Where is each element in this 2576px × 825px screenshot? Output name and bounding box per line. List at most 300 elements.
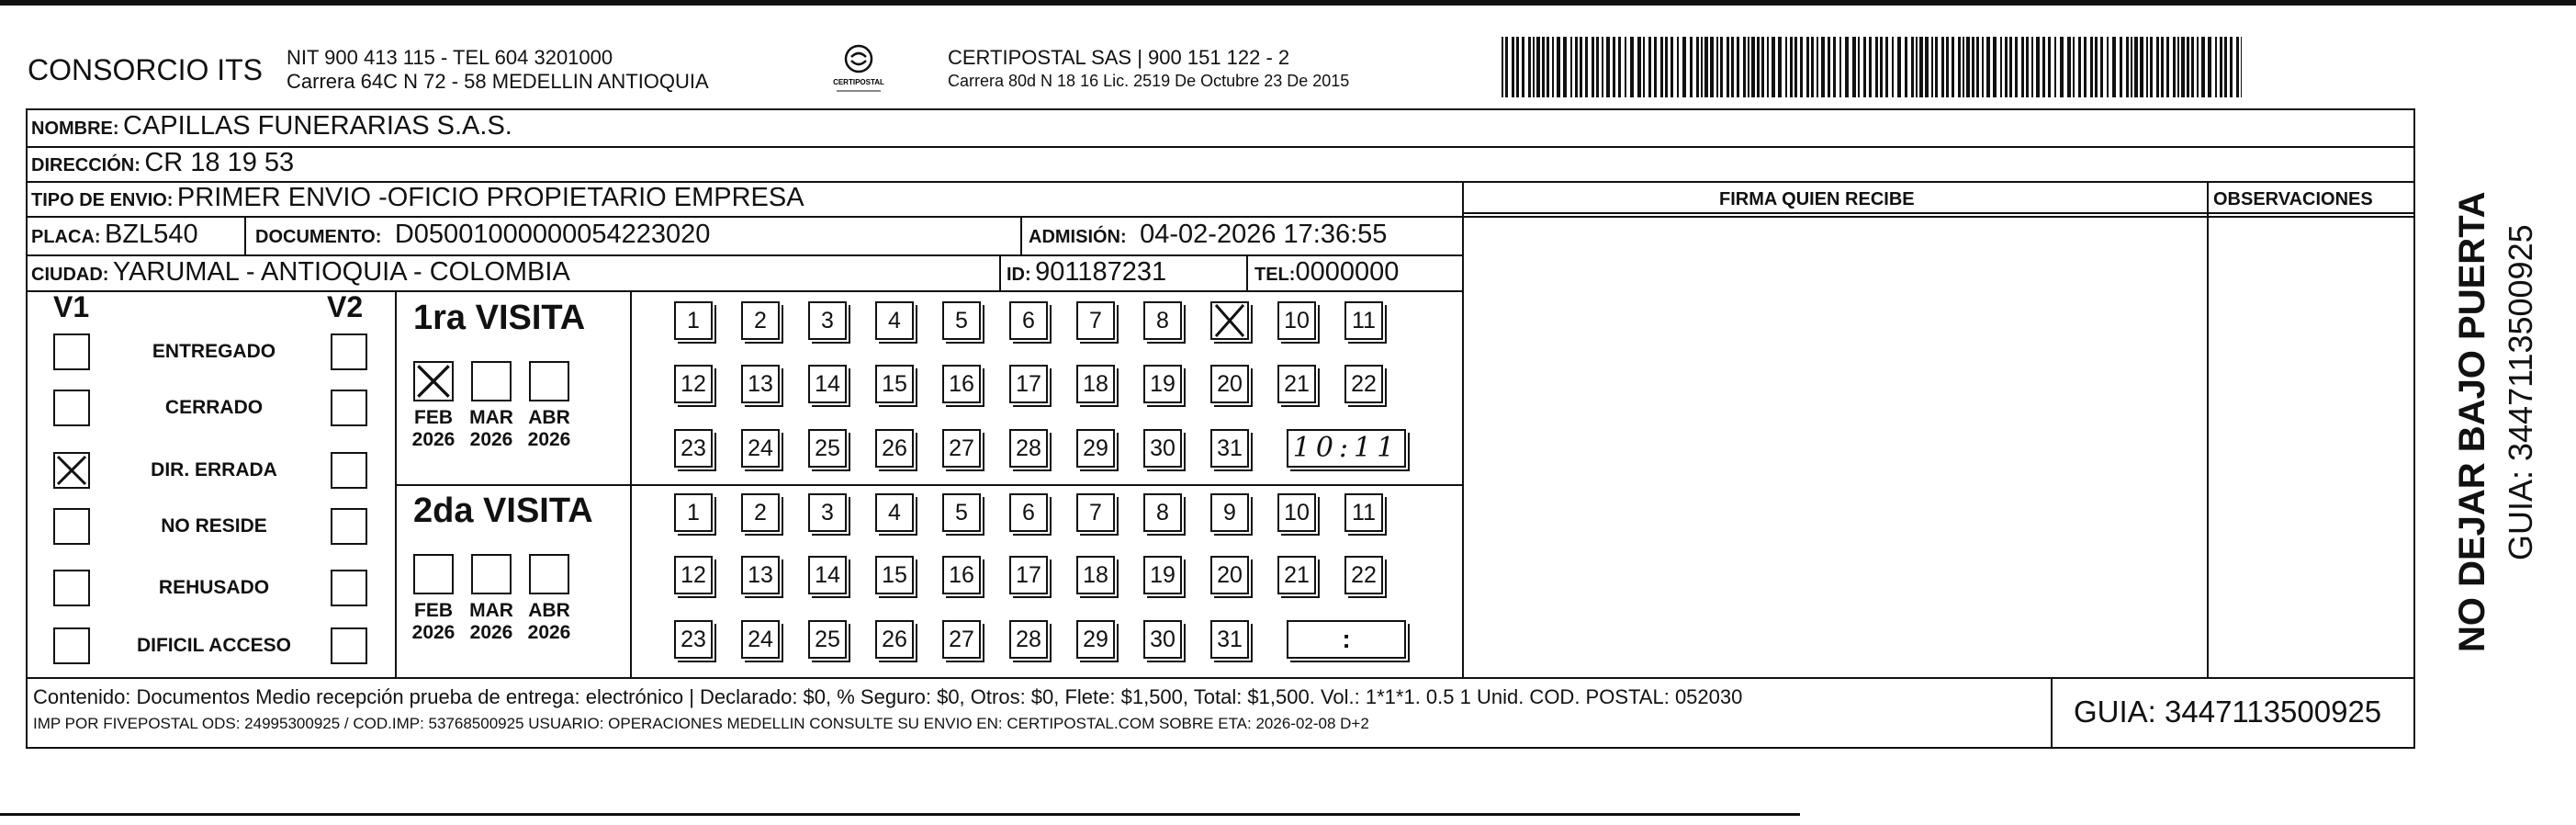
id-label: ID: bbox=[1007, 265, 1031, 285]
admision-value: 04-02-2026 17:36:55 bbox=[1140, 220, 1388, 249]
barcode-bar bbox=[2084, 37, 2087, 97]
day-box[interactable]: 5 bbox=[942, 301, 981, 340]
barcode-bar bbox=[2100, 37, 2103, 97]
month-year: 2026 bbox=[527, 622, 571, 643]
barcode-bar bbox=[2156, 37, 2159, 97]
barcode-bar bbox=[1817, 37, 1818, 97]
day-box[interactable]: 12 bbox=[674, 365, 713, 403]
firma-divider bbox=[1462, 181, 1464, 678]
month-year: 2026 bbox=[469, 429, 513, 450]
day-box[interactable]: 28 bbox=[1009, 429, 1048, 468]
barcode-bar bbox=[1606, 37, 1610, 97]
day-box[interactable]: 9 bbox=[1210, 493, 1249, 532]
barcode-bar bbox=[1958, 37, 1961, 97]
barcode-bar bbox=[1613, 37, 1615, 97]
barcode-bar bbox=[1696, 37, 1699, 97]
month-year: 2026 bbox=[411, 622, 456, 643]
barcode-bar bbox=[2191, 37, 2194, 97]
day-box[interactable]: 17 bbox=[1009, 556, 1048, 594]
id-value: 901187231 bbox=[1035, 257, 1167, 287]
tipo-row bbox=[31, 183, 804, 213]
visit-divider-h bbox=[395, 484, 1462, 486]
v1-checkbox[interactable] bbox=[53, 452, 90, 489]
day-box[interactable]: 17 bbox=[1009, 365, 1048, 403]
bottom-rule bbox=[0, 813, 1800, 816]
barcode-bar bbox=[1993, 37, 1997, 97]
barcode-bar bbox=[1839, 37, 1841, 97]
day-box[interactable]: 19 bbox=[1143, 556, 1182, 594]
cell-divider bbox=[1246, 254, 1248, 290]
barcode-bar bbox=[1941, 37, 1944, 97]
barcode-bar bbox=[1743, 37, 1746, 97]
day-box[interactable]: 8 bbox=[1143, 301, 1182, 340]
barcode-bar bbox=[2224, 37, 2227, 97]
barcode-bar bbox=[1986, 37, 1990, 97]
barcode-bar bbox=[1670, 37, 1673, 97]
status-label: NO RESIDE bbox=[161, 515, 267, 537]
barcode-bar bbox=[1963, 37, 1964, 97]
month-year: 2026 bbox=[527, 429, 571, 450]
day-box[interactable]: 15 bbox=[875, 556, 914, 594]
barcode-bar bbox=[2090, 37, 2093, 97]
month-name: FEB bbox=[414, 407, 453, 428]
v2-checkbox[interactable] bbox=[331, 508, 367, 545]
barcode-bar bbox=[2241, 37, 2242, 97]
cell-divider bbox=[1020, 216, 1022, 254]
v2-label: V2 bbox=[327, 290, 364, 323]
barcode-bar bbox=[1806, 37, 1809, 97]
month-name: ABR bbox=[528, 407, 570, 428]
day-box[interactable]: 29 bbox=[1076, 429, 1115, 468]
barcode-bar bbox=[1585, 37, 1588, 97]
day-box[interactable]: 4 bbox=[875, 301, 914, 340]
barcode-bar bbox=[2015, 37, 2018, 97]
day-box[interactable]: 28 bbox=[1009, 620, 1048, 659]
admision-cell bbox=[1029, 220, 1387, 250]
status-label: DIFICIL ACCESO bbox=[136, 635, 291, 656]
barcode-bar bbox=[1863, 37, 1866, 97]
imp-text: IMP POR FIVEPOSTAL ODS: 24995300925 / COD.IMP: 53768500925 USUARIO: OPERACIONES MEDELLIN CONSULTE SU ENVIO EN: CERTIPOSTAL.COM SOBRE ETA: 2026-02-08 D+2 bbox=[33, 715, 1369, 732]
barcode-bar bbox=[1811, 37, 1814, 97]
barcode-bar bbox=[1552, 37, 1554, 97]
barcode-bar bbox=[1528, 37, 1531, 97]
day-box[interactable]: 21 bbox=[1277, 556, 1316, 594]
barcode-bar bbox=[2042, 37, 2045, 97]
v1-checkbox[interactable] bbox=[53, 508, 90, 545]
barcode-bar bbox=[2146, 37, 2148, 97]
day-box[interactable]: 14 bbox=[808, 365, 847, 403]
company-nit: NIT 900 413 115 - TEL 604 3201000 bbox=[287, 46, 613, 69]
barcode-bar bbox=[1925, 37, 1929, 97]
day-box[interactable]: 25 bbox=[808, 620, 847, 659]
barcode-bar bbox=[1916, 37, 1918, 97]
v1-checkbox[interactable] bbox=[53, 390, 90, 426]
day-box[interactable]: 12 bbox=[674, 556, 713, 594]
barcode-bar bbox=[2026, 37, 2029, 97]
row-divider bbox=[26, 677, 2415, 679]
documento-cell bbox=[255, 220, 710, 250]
barcode-bar bbox=[1701, 37, 1703, 97]
row-divider bbox=[26, 216, 2415, 218]
barcode-bar bbox=[1710, 37, 1714, 97]
time-field[interactable]: : bbox=[1287, 620, 1406, 659]
barcode-bar bbox=[1677, 37, 1679, 97]
second-visit-title: 2da VISITA bbox=[413, 492, 593, 530]
status-label: ENTREGADO bbox=[152, 341, 276, 362]
barcode-bar bbox=[2009, 37, 2012, 97]
barcode-bar bbox=[2112, 37, 2116, 97]
month-label bbox=[406, 600, 461, 644]
svg-text:CERTIPOSTAL: CERTIPOSTAL bbox=[833, 78, 884, 86]
day-box[interactable]: 3 bbox=[808, 493, 847, 532]
id-cell bbox=[1007, 257, 1166, 288]
barcode-bar bbox=[1858, 37, 1860, 97]
admision-label: ADMISIÓN: bbox=[1029, 227, 1127, 247]
guia-box-divider bbox=[2051, 677, 2053, 749]
day-box[interactable]: 25 bbox=[808, 429, 847, 468]
barcode-bar bbox=[1931, 37, 1933, 97]
status-label: DIR. ERRADA bbox=[151, 459, 277, 480]
firma-label: FIRMA QUIEN RECIBE bbox=[1719, 189, 1915, 209]
barcode-bar bbox=[1935, 37, 1938, 97]
barcode-bar bbox=[1547, 37, 1549, 97]
day-box[interactable]: 27 bbox=[942, 620, 981, 659]
day-box[interactable]: 1 bbox=[674, 493, 713, 532]
barcode-bar bbox=[1751, 37, 1755, 97]
barcode-bar bbox=[1557, 37, 1560, 97]
day-box[interactable]: 18 bbox=[1076, 556, 1115, 594]
v1-checkbox[interactable] bbox=[53, 627, 90, 664]
day-box[interactable]: 31 bbox=[1210, 620, 1249, 659]
barcode-bar bbox=[1919, 37, 1923, 97]
month-year: 2026 bbox=[411, 429, 456, 450]
barcode-bar bbox=[1897, 37, 1901, 97]
v2-checkbox[interactable] bbox=[331, 627, 367, 664]
day-box[interactable]: 14 bbox=[808, 556, 847, 594]
barcode-bar bbox=[1966, 37, 1970, 97]
barcode-bar bbox=[1828, 37, 1830, 97]
day-box[interactable]: 22 bbox=[1344, 365, 1383, 403]
day-box[interactable]: 11 bbox=[1344, 493, 1383, 532]
month-label bbox=[406, 407, 461, 451]
tipo-label: TIPO DE ENVIO: bbox=[31, 190, 174, 210]
direccion-value: CR 18 19 53 bbox=[144, 148, 295, 177]
barcode-bar bbox=[1875, 37, 1878, 97]
day-box[interactable]: 13 bbox=[741, 556, 780, 594]
status-label: CERRADO bbox=[164, 397, 264, 418]
month-checkbox[interactable] bbox=[471, 554, 512, 594]
barcode-bar bbox=[1727, 37, 1729, 97]
month-label bbox=[522, 600, 577, 644]
day-box[interactable]: 29 bbox=[1076, 620, 1115, 659]
barcode-bar bbox=[1790, 37, 1793, 97]
barcode-bar bbox=[1570, 37, 1572, 97]
day-box[interactable]: 7 bbox=[1076, 493, 1115, 532]
barcode-bar bbox=[1772, 37, 1775, 97]
barcode-bar bbox=[1602, 37, 1603, 97]
tel-value: 0000000 bbox=[1295, 257, 1400, 287]
barcode-bar bbox=[1516, 37, 1519, 97]
barcode-bar bbox=[1778, 37, 1782, 97]
tel-cell bbox=[1254, 257, 1399, 288]
barcode-bar bbox=[2187, 37, 2189, 97]
company-name: CONSORCIO ITS bbox=[28, 53, 264, 86]
barcode-bar bbox=[1512, 37, 1514, 97]
v1-checkbox[interactable] bbox=[53, 333, 90, 370]
barcode-bar bbox=[1630, 37, 1634, 97]
status-label: REHUSADO bbox=[158, 577, 270, 598]
day-box[interactable]: 26 bbox=[875, 429, 914, 468]
side-warning: NO DEJAR BAJO PUERTA bbox=[2452, 191, 2492, 652]
month-checkbox[interactable] bbox=[413, 361, 454, 401]
direccion-label: DIRECCIÓN: bbox=[31, 155, 141, 175]
barcode-bar bbox=[1720, 37, 1723, 97]
day-box[interactable]: 6 bbox=[1009, 493, 1048, 532]
barcode-bar bbox=[1596, 37, 1599, 97]
barcode-bar bbox=[2201, 37, 2205, 97]
operator-address: Carrera 80d N 18 16 Lic. 2519 De Octubre 23 De 2015 bbox=[948, 72, 1350, 90]
day-box[interactable]: 20 bbox=[1210, 556, 1249, 594]
barcode-bar bbox=[2173, 37, 2176, 97]
day-box[interactable]: 11 bbox=[1344, 301, 1383, 340]
day-box[interactable]: 16 bbox=[942, 365, 981, 403]
barcode-bar bbox=[1885, 37, 1888, 97]
barcode-bar bbox=[1618, 37, 1621, 97]
barcode-bar bbox=[1690, 37, 1693, 97]
month-label bbox=[464, 600, 519, 644]
v1-label: V1 bbox=[53, 290, 90, 323]
day-box[interactable]: 10 bbox=[1277, 301, 1316, 340]
barcode-bar bbox=[2031, 37, 2033, 97]
barcode-bar bbox=[1976, 37, 1979, 97]
tipo-value: PRIMER ENVIO -OFICIO PROPIETARIO EMPRESA bbox=[176, 183, 804, 212]
day-box[interactable]: 23 bbox=[674, 620, 713, 659]
first-visit-title: 1ra VISITA bbox=[413, 299, 586, 337]
day-box[interactable]: 4 bbox=[875, 493, 914, 532]
barcode-bar bbox=[2005, 37, 2008, 97]
barcode-bar bbox=[1522, 37, 1524, 97]
barcode-bar bbox=[2131, 37, 2132, 97]
barcode-bar bbox=[1625, 37, 1626, 97]
barcode-bar bbox=[2036, 37, 2040, 97]
barcode-bar bbox=[2054, 37, 2056, 97]
barcode-bar bbox=[2215, 37, 2217, 97]
ciudad-value: YARUMAL - ANTIOQUIA - COLOMBIA bbox=[112, 257, 570, 287]
day-box-checked[interactable] bbox=[1210, 301, 1249, 340]
barcode-bar bbox=[1972, 37, 1974, 97]
company-address: Carrera 64C N 72 - 58 MEDELLIN ANTIOQUIA bbox=[287, 70, 709, 93]
v2-checkbox[interactable] bbox=[331, 333, 367, 370]
certipostal-logo bbox=[831, 40, 886, 96]
barcode-bar bbox=[1731, 37, 1734, 97]
day-box[interactable]: 7 bbox=[1076, 301, 1115, 340]
barcode-bar bbox=[1682, 37, 1686, 97]
month-checkbox[interactable] bbox=[413, 554, 454, 594]
barcode-bar bbox=[1660, 37, 1663, 97]
barcode-bar bbox=[1946, 37, 1949, 97]
contenido-text: Contenido: Documentos Medio recepción prueba de entrega: electrónico | Declarado: $0, % Seguro: $0, Otros: $0, Flete: $1,500, Total: $1,500. Vol.: 1*1*1. 0.5 1 Unid. COD. POSTAL: 052030 bbox=[33, 685, 1743, 708]
direccion-row bbox=[31, 148, 294, 178]
v2-checkbox[interactable] bbox=[331, 570, 367, 606]
barcode-bar bbox=[1748, 37, 1749, 97]
barcode bbox=[1502, 37, 2245, 97]
row-divider bbox=[26, 290, 1462, 292]
month-year: 2026 bbox=[469, 622, 513, 643]
barcode-bar bbox=[2230, 37, 2233, 97]
barcode-bar bbox=[1852, 37, 1856, 97]
row-divider bbox=[1462, 212, 2415, 214]
barcode-bar bbox=[2078, 37, 2081, 97]
day-box[interactable]: 26 bbox=[875, 620, 914, 659]
barcode-bar bbox=[1654, 37, 1657, 97]
day-box[interactable]: 8 bbox=[1143, 493, 1182, 532]
barcode-bar bbox=[1785, 37, 1787, 97]
month-name: FEB bbox=[414, 600, 453, 621]
barcode-bar bbox=[2236, 37, 2239, 97]
barcode-bar bbox=[1536, 37, 1540, 97]
barcode-bar bbox=[2161, 37, 2164, 97]
barcode-bar bbox=[1880, 37, 1883, 97]
barcode-bar bbox=[1794, 37, 1797, 97]
nombre-value: CAPILLAS FUNERARIAS S.A.S. bbox=[123, 111, 512, 141]
barcode-bar bbox=[2107, 37, 2109, 97]
month-checkbox[interactable] bbox=[471, 361, 512, 401]
top-border bbox=[0, 0, 2576, 6]
placa-value: BZL540 bbox=[105, 220, 198, 249]
barcode-bar bbox=[1665, 37, 1668, 97]
barcode-bar bbox=[1892, 37, 1894, 97]
day-box[interactable]: 16 bbox=[942, 556, 981, 594]
barcode-bar bbox=[2095, 37, 2098, 97]
barcode-bar bbox=[1637, 37, 1641, 97]
ciudad-label: CIUDAD: bbox=[31, 265, 109, 285]
day-box[interactable]: 19 bbox=[1143, 365, 1182, 403]
day-box[interactable]: 30 bbox=[1143, 620, 1182, 659]
row-divider bbox=[26, 146, 2415, 148]
v1-checkbox[interactable] bbox=[53, 570, 90, 606]
barcode-bar bbox=[2177, 37, 2179, 97]
day-box[interactable]: 2 bbox=[741, 493, 780, 532]
side-divider bbox=[2413, 108, 2415, 678]
barcode-bar bbox=[2126, 37, 2129, 97]
day-box[interactable]: 20 bbox=[1210, 365, 1249, 403]
barcode-bar bbox=[2000, 37, 2002, 97]
cell-divider bbox=[999, 254, 1001, 290]
barcode-bar bbox=[1982, 37, 1984, 97]
barcode-bar bbox=[1905, 37, 1907, 97]
barcode-bar bbox=[1833, 37, 1836, 97]
barcode-bar bbox=[1643, 37, 1645, 97]
barcode-bar bbox=[2120, 37, 2122, 97]
day-box[interactable]: 18 bbox=[1076, 365, 1115, 403]
barcode-bar bbox=[1502, 37, 1503, 97]
barcode-bar bbox=[1648, 37, 1651, 97]
obs-divider bbox=[2207, 181, 2209, 678]
barcode-bar bbox=[2060, 37, 2064, 97]
month-label bbox=[522, 407, 577, 451]
barcode-bar bbox=[2150, 37, 2153, 97]
nombre-row bbox=[31, 111, 512, 141]
operator-name: CERTIPOSTAL SAS | 900 151 122 - 2 bbox=[948, 46, 1290, 69]
day-box[interactable]: 24 bbox=[741, 620, 780, 659]
barcode-bar bbox=[1580, 37, 1582, 97]
documento-label: DOCUMENTO: bbox=[255, 227, 382, 247]
barcode-bar bbox=[1533, 37, 1535, 97]
placa-cell bbox=[31, 220, 198, 250]
barcode-bar bbox=[1911, 37, 1914, 97]
barcode-bar bbox=[2220, 37, 2222, 97]
day-box[interactable]: 24 bbox=[741, 429, 780, 468]
cell-divider bbox=[244, 216, 246, 254]
barcode-bar bbox=[2208, 37, 2211, 97]
side-guia: GUIA: 3447113500925 bbox=[2502, 224, 2539, 560]
month-name: MAR bbox=[469, 600, 513, 621]
month-label bbox=[464, 407, 519, 451]
barcode-bar bbox=[1800, 37, 1803, 97]
barcode-bar bbox=[1505, 37, 1508, 97]
day-box[interactable]: 21 bbox=[1277, 365, 1316, 403]
day-box[interactable]: 31 bbox=[1210, 429, 1249, 468]
barcode-bar bbox=[1869, 37, 1872, 97]
month-name: ABR bbox=[528, 600, 570, 621]
day-box[interactable]: 30 bbox=[1143, 429, 1182, 468]
day-box[interactable]: 6 bbox=[1009, 301, 1048, 340]
barcode-bar bbox=[1592, 37, 1594, 97]
barcode-bar bbox=[2021, 37, 2024, 97]
barcode-bar bbox=[1542, 37, 1545, 97]
barcode-bar bbox=[2166, 37, 2169, 97]
guia-box: GUIA: 3447113500925 bbox=[2074, 695, 2382, 729]
barcode-bar bbox=[1845, 37, 1849, 97]
day-box[interactable]: 13 bbox=[741, 365, 780, 403]
v2-checkbox[interactable] bbox=[331, 452, 367, 489]
calendar-divider bbox=[630, 290, 632, 677]
barcode-bar bbox=[2134, 37, 2138, 97]
day-box[interactable]: 3 bbox=[808, 301, 847, 340]
month-checkbox[interactable] bbox=[529, 361, 569, 401]
barcode-bar bbox=[2140, 37, 2143, 97]
barcode-bar bbox=[1704, 37, 1708, 97]
barcode-bar bbox=[1737, 37, 1739, 97]
barcode-bar bbox=[1563, 37, 1567, 97]
barcode-bar bbox=[1757, 37, 1760, 97]
nombre-label: NOMBRE: bbox=[31, 119, 119, 139]
day-box[interactable]: 15 bbox=[875, 365, 914, 403]
barcode-bar bbox=[2067, 37, 2071, 97]
time-handwritten[interactable]: 10:11 bbox=[1287, 429, 1406, 468]
day-box[interactable]: 23 bbox=[674, 429, 713, 468]
barcode-bar bbox=[1575, 37, 1578, 97]
barcode-bar bbox=[1716, 37, 1718, 97]
barcode-bar bbox=[2073, 37, 2075, 97]
day-box[interactable]: 22 bbox=[1344, 556, 1383, 594]
day-box[interactable]: 27 bbox=[942, 429, 981, 468]
documento-value: D05001000000054223020 bbox=[394, 220, 711, 249]
month-name: MAR bbox=[469, 407, 513, 428]
day-box[interactable]: 10 bbox=[1277, 493, 1316, 532]
barcode-bar bbox=[1952, 37, 1954, 97]
barcode-bar bbox=[2048, 37, 2051, 97]
month-checkbox[interactable] bbox=[529, 554, 569, 594]
tel-label: TEL: bbox=[1254, 265, 1296, 285]
barcode-bar bbox=[2181, 37, 2185, 97]
barcode-bar bbox=[1761, 37, 1764, 97]
day-box[interactable]: 2 bbox=[741, 301, 780, 340]
observaciones-label: OBSERVACIONES bbox=[2213, 189, 2373, 209]
day-box[interactable]: 5 bbox=[942, 493, 981, 532]
day-box[interactable]: 1 bbox=[674, 301, 713, 340]
v2-checkbox[interactable] bbox=[331, 390, 367, 426]
